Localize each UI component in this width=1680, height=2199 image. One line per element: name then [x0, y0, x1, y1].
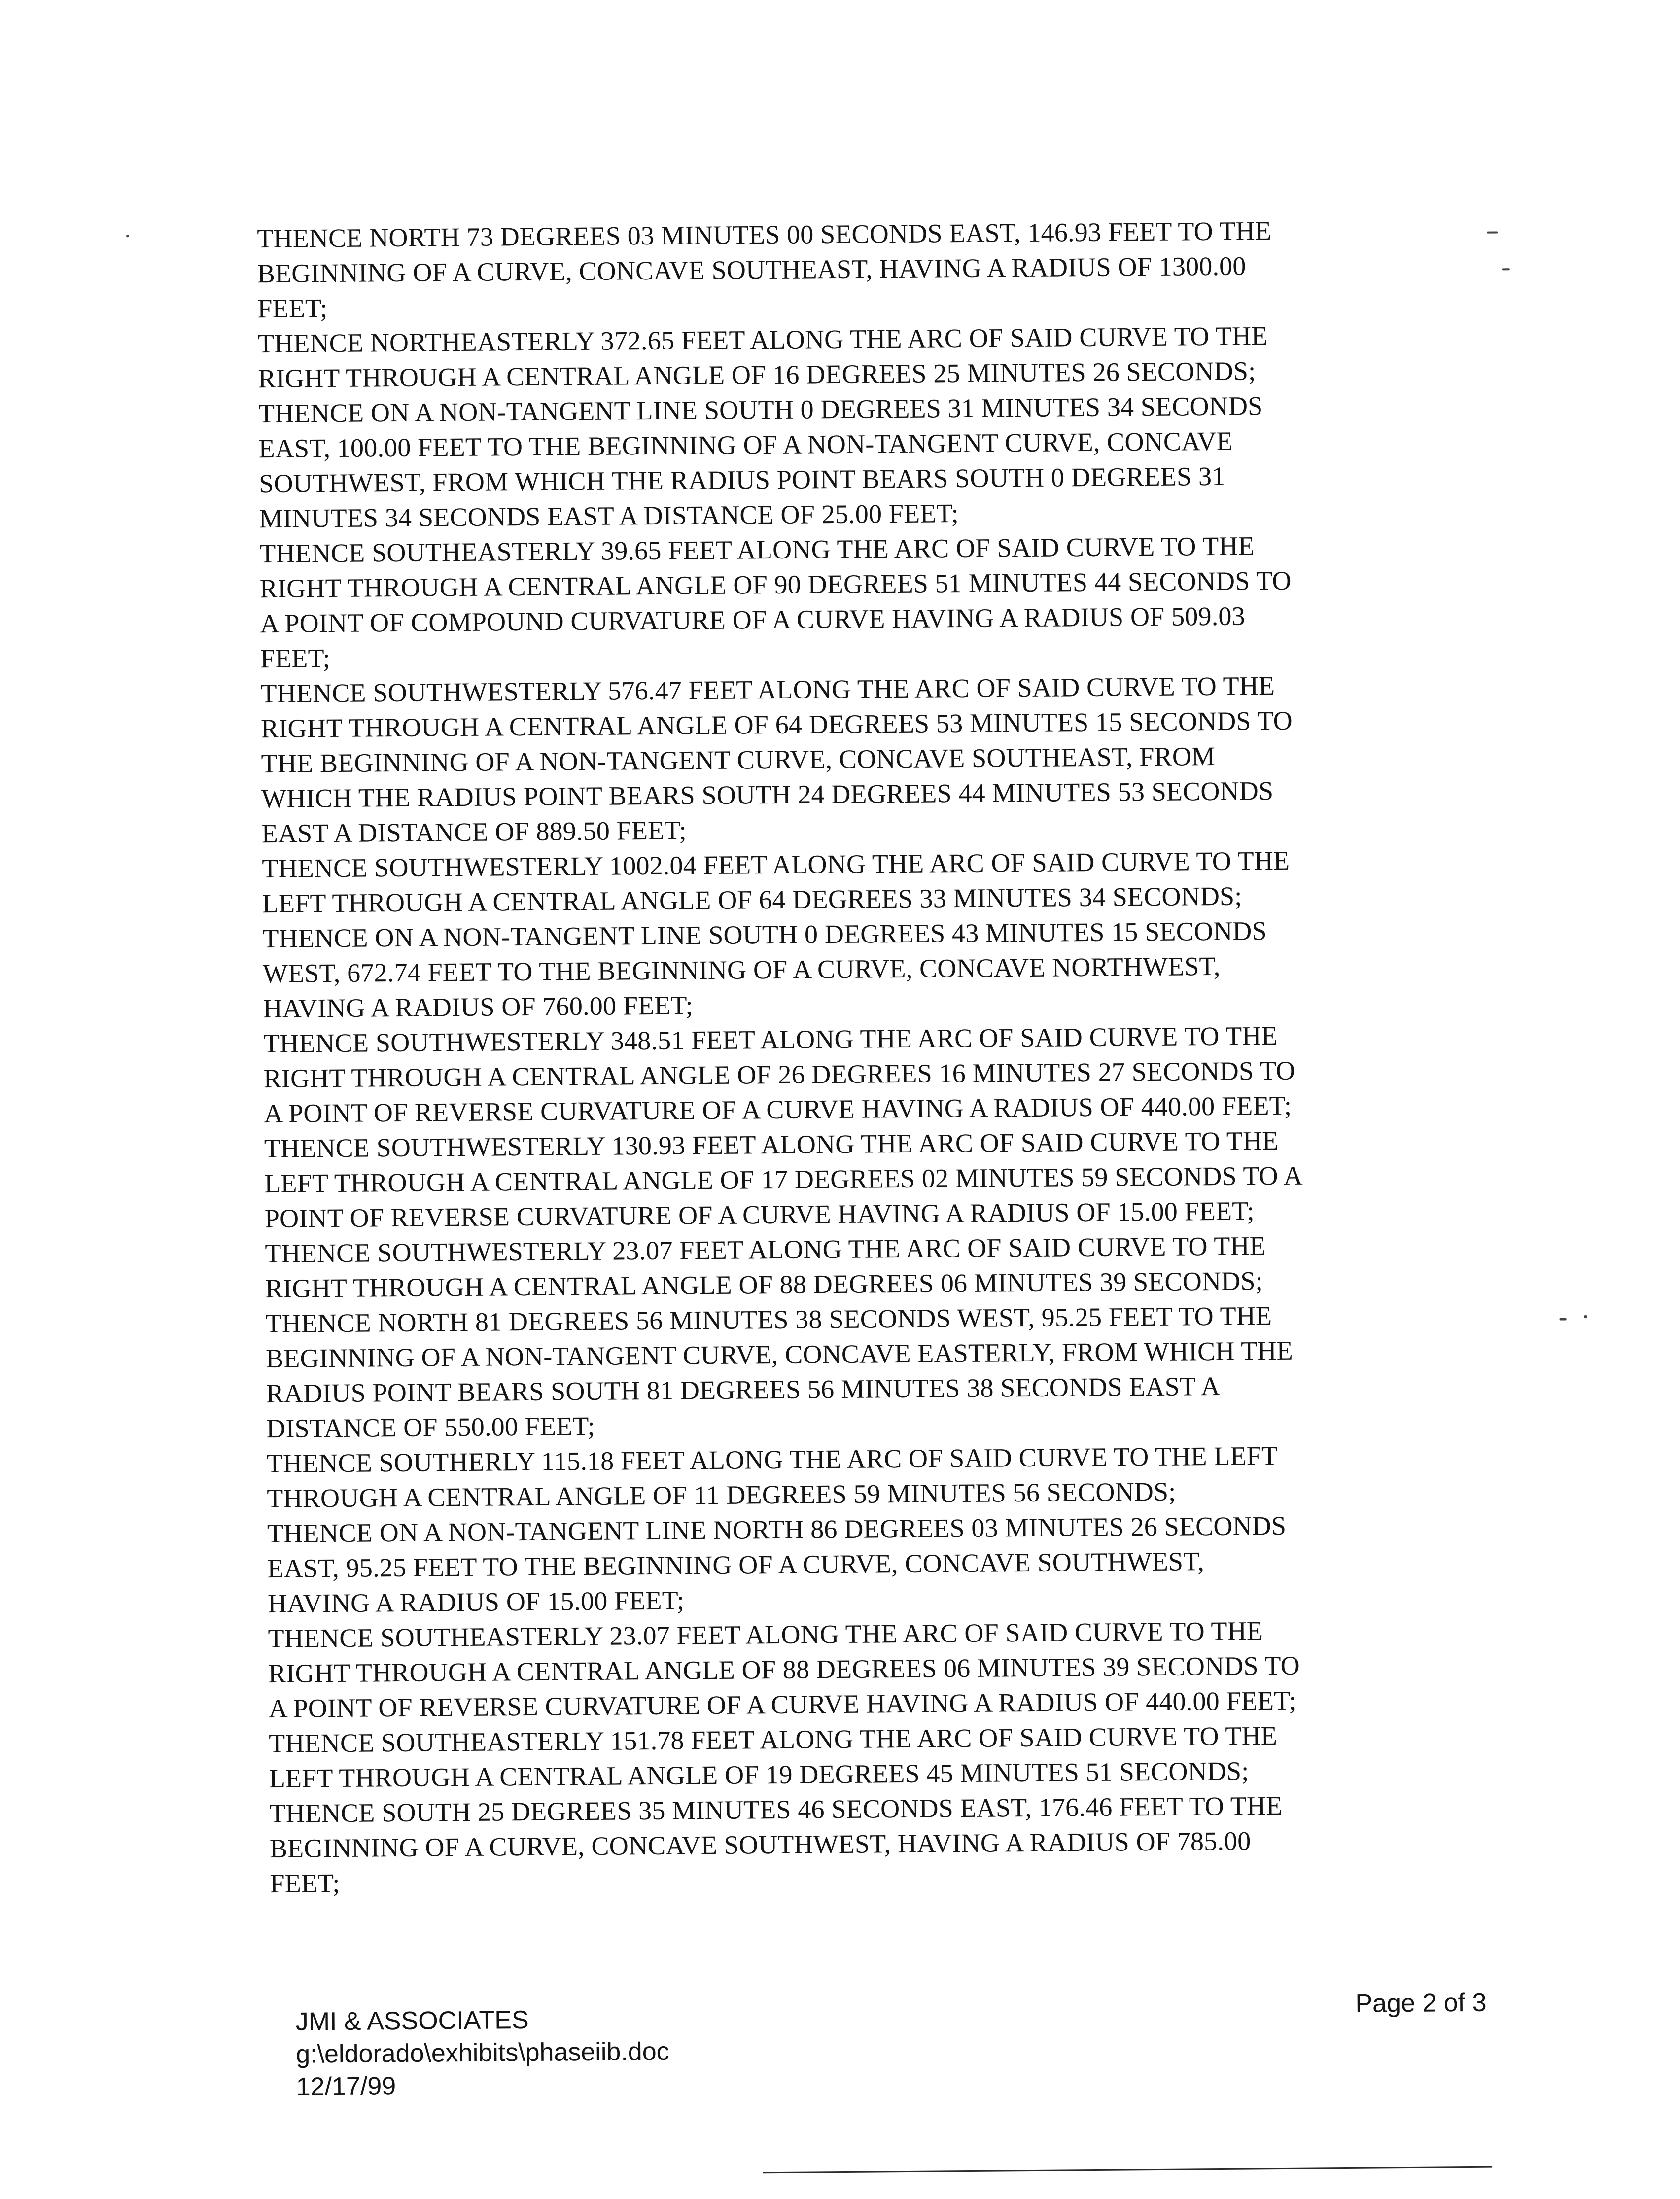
text-line: THENCE SOUTHEASTERLY 23.07 FEET ALONG THE ARC OF SAID CURVE TO THE — [268, 1616, 1263, 1654]
text-line: WHICH THE RADIUS POINT BEARS SOUTH 24 DEGREES 44 MINUTES 53 SECONDS — [261, 776, 1274, 814]
text-line: RIGHT THROUGH A CENTRAL ANGLE OF 64 DEGREES 53 MINUTES 15 SECONDS TO — [260, 705, 1293, 744]
page-number: Page 2 of 3 — [1355, 1988, 1487, 2018]
text-line: RIGHT THROUGH A CENTRAL ANGLE OF 16 DEGREES 25 MINUTES 26 SECONDS; — [258, 356, 1256, 394]
text-line: A POINT OF REVERSE CURVATURE OF A CURVE HAVING A RADIUS OF 440.00 FEET; — [268, 1685, 1296, 1724]
text-line: BEGINNING OF A NON-TANGENT CURVE, CONCAVE EASTERLY, FROM WHICH THE — [265, 1335, 1294, 1374]
text-line: THENCE SOUTHEASTERLY 39.65 FEET ALONG THE ARC OF SAID CURVE TO THE — [259, 531, 1255, 569]
text-line: A POINT OF REVERSE CURVATURE OF A CURVE HAVING A RADIUS OF 440.00 FEET; — [264, 1090, 1292, 1129]
text-line: FEET; — [260, 643, 331, 674]
scan-speck — [1560, 1318, 1567, 1320]
text-line: RIGHT THROUGH A CENTRAL ANGLE OF 88 DEGREES 06 MINUTES 39 SECONDS; — [265, 1266, 1263, 1304]
text-line: DISTANCE OF 550.00 FEET; — [266, 1411, 595, 1444]
text-line: THENCE NORTHEASTERLY 372.65 FEET ALONG THE ARC OF SAID CURVE TO THE — [257, 321, 1268, 359]
scan-speck — [1502, 268, 1510, 270]
text-line: LEFT THROUGH A CENTRAL ANGLE OF 19 DEGREES 45 MINUTES 51 SECONDS; — [269, 1756, 1249, 1794]
text-line: THENCE NORTH 73 DEGREES 03 MINUTES 00 SECONDS EAST, 146.93 FEET TO THE — [257, 216, 1272, 254]
scan-speck — [1584, 1315, 1587, 1318]
text-line: THENCE ON A NON-TANGENT LINE NORTH 86 DEGREES 03 MINUTES 26 SECONDS — [267, 1510, 1287, 1549]
text-line: WEST, 672.74 FEET TO THE BEGINNING OF A CURVE, CONCAVE NORTHWEST, — [262, 951, 1221, 989]
text-line: THENCE SOUTHERLY 115.18 FEET ALONG THE ARC OF SAID CURVE TO THE LEFT — [266, 1441, 1278, 1479]
text-line: POINT OF REVERSE CURVATURE OF A CURVE HAVING A RADIUS OF 15.00 FEET; — [264, 1196, 1255, 1234]
text-line: EAST, 100.00 FEET TO THE BEGINNING OF A NON-TANGENT CURVE, CONCAVE — [258, 426, 1233, 464]
text-line: THENCE ON A NON-TANGENT LINE SOUTH 0 DEGREES 43 MINUTES 15 SECONDS — [262, 916, 1267, 954]
footer-company: JMI & ASSOCIATES — [295, 2006, 529, 2036]
text-line: HAVING A RADIUS OF 760.00 FEET; — [263, 990, 694, 1024]
footer-file-path: g:\eldorado\exhibits\phaseiib.doc — [296, 2037, 669, 2069]
text-line: EAST A DISTANCE OF 889.50 FEET; — [261, 815, 687, 849]
text-line: THENCE SOUTHWESTERLY 1002.04 FEET ALONG THE ARC OF SAID CURVE TO THE — [262, 845, 1290, 884]
text-line: THENCE NORTH 81 DEGREES 56 MINUTES 38 SECONDS WEST, 95.25 FEET TO THE — [265, 1301, 1272, 1339]
scan-speck — [126, 235, 129, 237]
text-line: LEFT THROUGH A CENTRAL ANGLE OF 17 DEGREES 02 MINUTES 59 SECONDS TO A — [264, 1160, 1303, 1199]
footer-info — [295, 2003, 669, 2103]
footer-date: 12/17/99 — [296, 2072, 396, 2101]
text-line: FEET; — [270, 1868, 340, 1899]
scan-speck — [1487, 231, 1498, 233]
text-line: THE BEGINNING OF A NON-TANGENT CURVE, CONCAVE SOUTHEAST, FROM — [261, 741, 1216, 779]
text-line: THROUGH A CENTRAL ANGLE OF 11 DEGREES 59 MINUTES 56 SECONDS; — [267, 1476, 1176, 1514]
text-line: THENCE SOUTH 25 DEGREES 35 MINUTES 46 SECONDS EAST, 176.46 FEET TO THE — [269, 1790, 1283, 1829]
text-line: MINUTES 34 SECONDS EAST A DISTANCE OF 25.00 FEET; — [259, 498, 959, 534]
text-line: THENCE SOUTHWESTERLY 348.51 FEET ALONG THE ARC OF SAID CURVE TO THE — [263, 1021, 1278, 1059]
text-line: RIGHT THROUGH A CENTRAL ANGLE OF 88 DEGREES 06 MINUTES 39 SECONDS TO — [268, 1650, 1300, 1689]
legal-description-body — [257, 212, 1507, 1902]
text-line: HAVING A RADIUS OF 15.00 FEET; — [267, 1585, 685, 1619]
text-line: BEGINNING OF A CURVE, CONCAVE SOUTHEAST, HAVING A RADIUS OF 1300.00 — [257, 251, 1246, 289]
text-line: THENCE SOUTHWESTERLY 130.93 FEET ALONG THE ARC OF SAID CURVE TO THE — [264, 1126, 1279, 1164]
text-line: THENCE ON A NON-TANGENT LINE SOUTH 0 DEGREES 31 MINUTES 34 SECONDS — [258, 391, 1263, 429]
text-line: RIGHT THROUGH A CENTRAL ANGLE OF 90 DEGREES 51 MINUTES 44 SECONDS TO — [259, 565, 1292, 604]
text-line: BEGINNING OF A CURVE, CONCAVE SOUTHWEST, HAVING A RADIUS OF 785.00 — [269, 1826, 1251, 1864]
bottom-rule-line — [763, 2166, 1492, 2174]
text-line: FEET; — [257, 293, 328, 324]
text-line: RADIUS POINT BEARS SOUTH 81 DEGREES 56 MINUTES 38 SECONDS EAST A — [266, 1371, 1221, 1409]
text-line: SOUTHWEST, FROM WHICH THE RADIUS POINT BEARS SOUTH 0 DEGREES 31 — [258, 461, 1225, 499]
text-line: THENCE SOUTHEASTERLY 151.78 FEET ALONG THE ARC OF SAID CURVE TO THE — [269, 1721, 1278, 1759]
text-line: THENCE SOUTHWESTERLY 23.07 FEET ALONG THE ARC OF SAID CURVE TO THE — [265, 1231, 1266, 1269]
text-line: RIGHT THROUGH A CENTRAL ANGLE OF 26 DEGREES 16 MINUTES 27 SECONDS TO — [263, 1055, 1295, 1094]
text-line: EAST, 95.25 FEET TO THE BEGINNING OF A CURVE, CONCAVE SOUTHWEST, — [267, 1546, 1205, 1584]
text-line: LEFT THROUGH A CENTRAL ANGLE OF 64 DEGREES 33 MINUTES 34 SECONDS; — [262, 881, 1242, 919]
text-line: THENCE SOUTHWESTERLY 576.47 FEET ALONG THE ARC OF SAID CURVE TO THE — [260, 671, 1275, 709]
text-line: A POINT OF COMPOUND CURVATURE OF A CURVE HAVING A RADIUS OF 509.03 — [260, 601, 1246, 639]
